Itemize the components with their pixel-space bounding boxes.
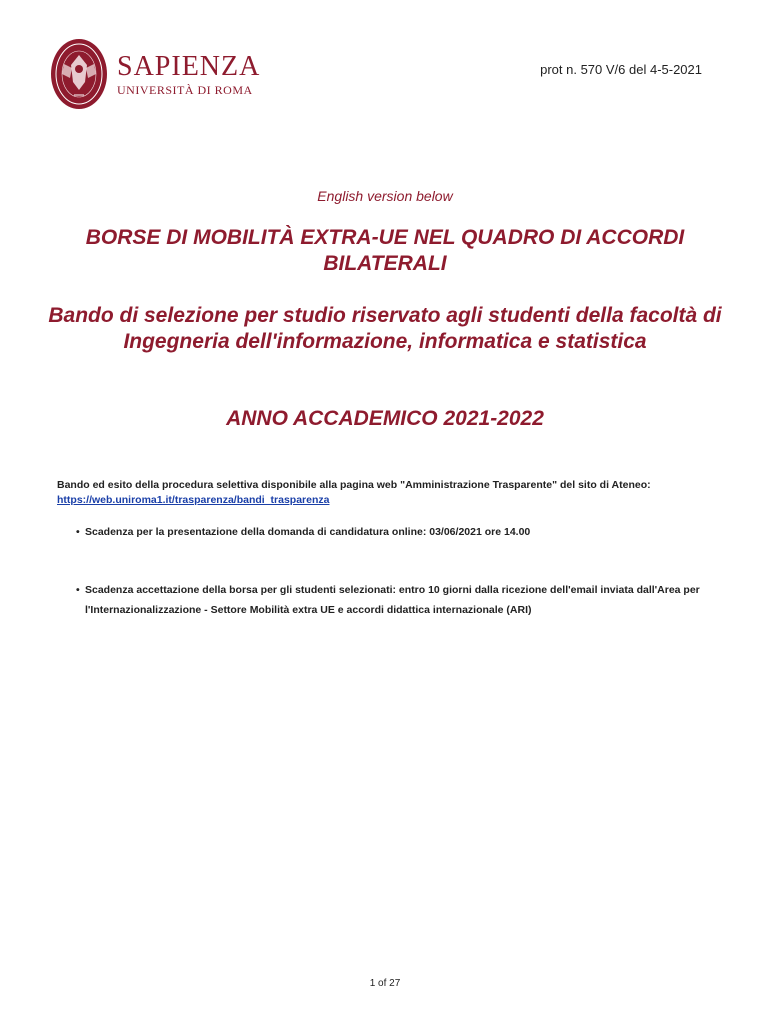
sapienza-seal-icon — [50, 38, 108, 110]
document-title: BORSE DI MOBILITÀ EXTRA-UE NEL QUADRO DI ACCORDI BILATERALI — [85, 226, 685, 275]
protocol-number: prot n. 570 V/6 del 4-5-2021 — [540, 62, 702, 77]
intro-paragraph — [57, 478, 710, 508]
document-subtitle: Bando di selezione per studio riservato agli studenti della facoltà di Ingegneria dell'informazione, informatica e statistica — [48, 304, 722, 353]
deadline-acceptance: Scadenza accettazione della borsa per gli studenti selezionati: entro 10 giorni dalla ricezione dell'email inviata dall'Area per l'Internazionalizzazione - Settore Mobilità extra UE e accordi didattica internazionale (ARI) — [85, 584, 700, 616]
logo-name: SAPIENZA — [117, 50, 261, 82]
bullet-dot: • — [76, 584, 80, 596]
university-logo — [50, 38, 260, 110]
list-item — [57, 580, 712, 620]
intro-text: Bando ed esito della procedura selettiva disponibile alla pagina web "Amministrazione Trasparente" del sito di Ateneo: — [57, 479, 651, 491]
page-number: 1 of 27 — [369, 978, 401, 989]
transparency-link[interactable]: https://web.uniroma1.it/trasparenza/bandi_trasparenza — [57, 494, 330, 506]
logo-subtitle: UNIVERSITÀ DI ROMA — [117, 82, 253, 97]
academic-year: ANNO ACCADEMICO 2021-2022 — [226, 407, 544, 430]
bullet-dot: • — [76, 526, 80, 538]
english-version-note: English version below — [317, 188, 453, 204]
deadline-application: Scadenza per la presentazione della domanda di candidatura online: 03/06/2021 ore 14.00 — [85, 526, 531, 538]
list-item — [57, 522, 712, 542]
